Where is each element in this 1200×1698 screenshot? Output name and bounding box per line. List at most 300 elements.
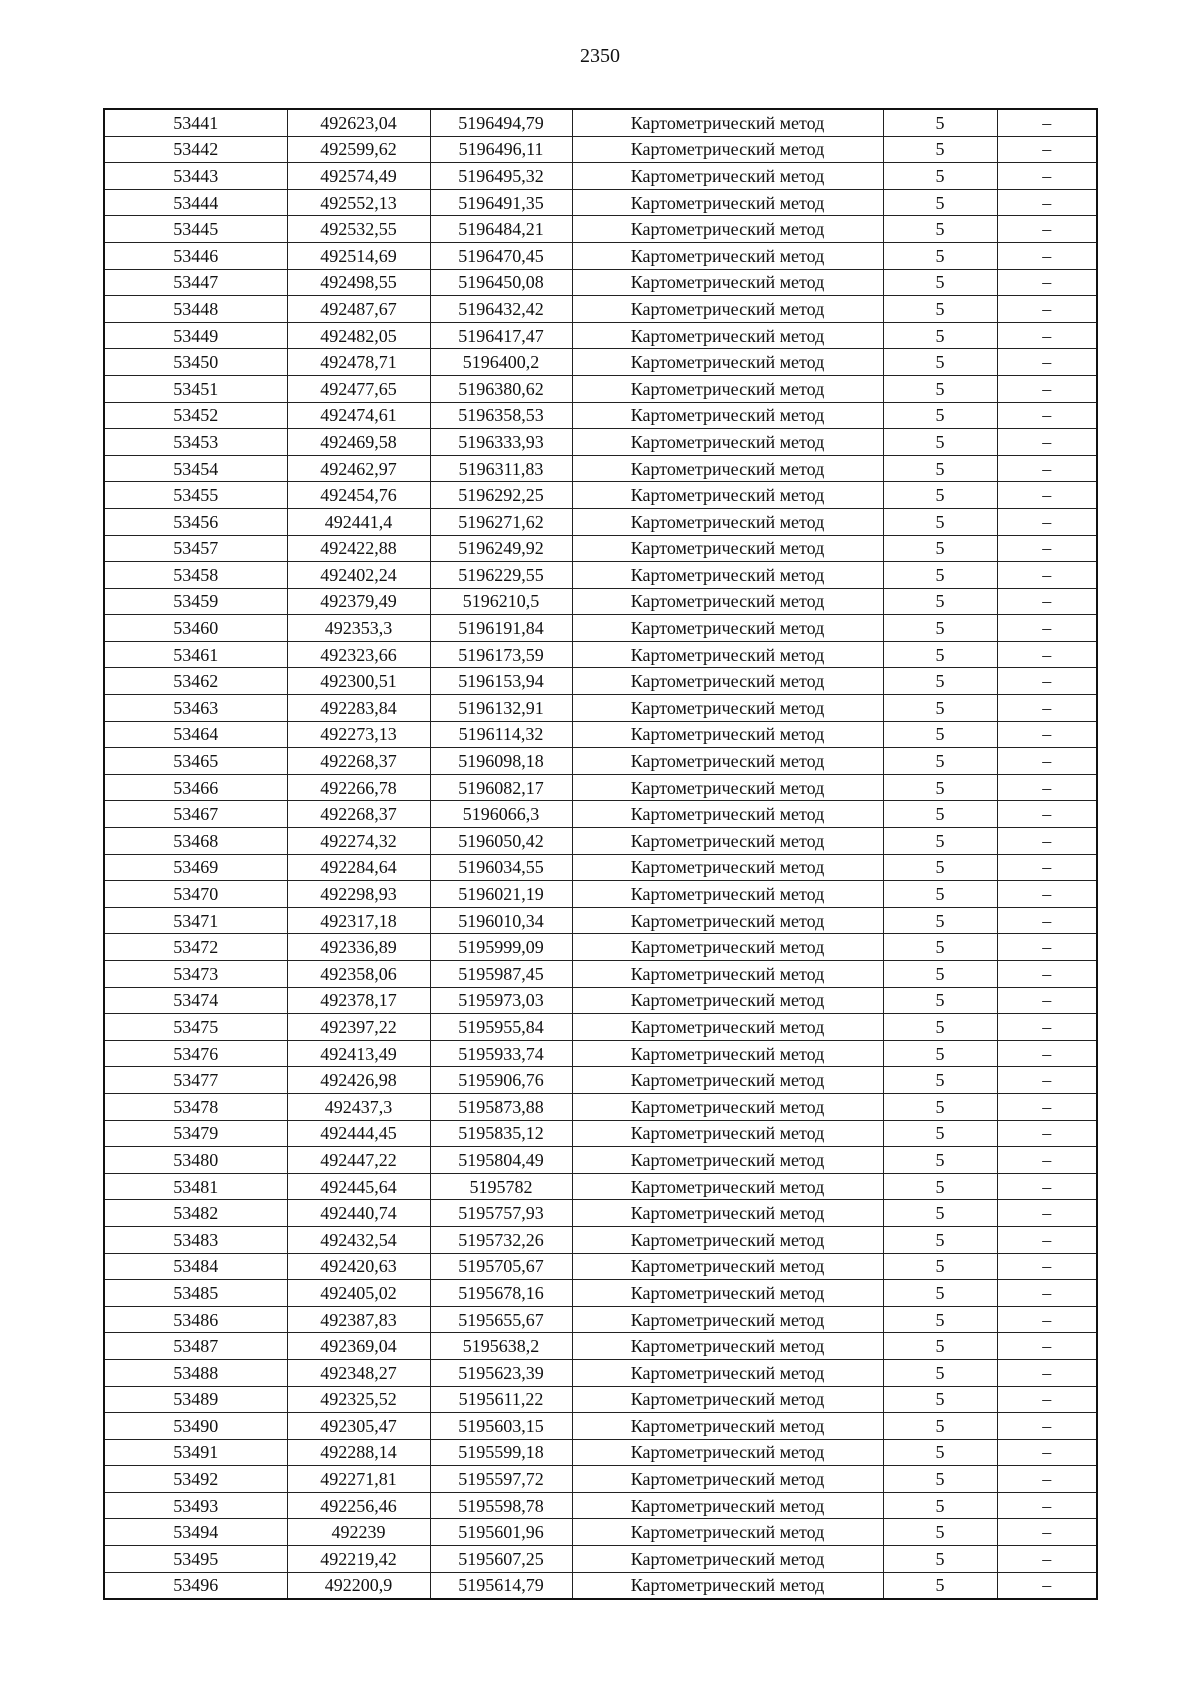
accuracy-cell: 5 bbox=[883, 136, 997, 163]
y-coordinate-cell: 5196173,59 bbox=[430, 641, 572, 668]
accuracy-cell: 5 bbox=[883, 695, 997, 722]
y-coordinate-cell: 5196292,25 bbox=[430, 482, 572, 509]
table-row bbox=[104, 402, 1097, 429]
method-cell: Картометрический метод bbox=[572, 1386, 883, 1413]
point-number-cell: 53441 bbox=[104, 109, 287, 136]
method-cell: Картометрический метод bbox=[572, 482, 883, 509]
point-number-cell: 53463 bbox=[104, 695, 287, 722]
y-coordinate-cell: 5196450,08 bbox=[430, 269, 572, 296]
x-coordinate-cell: 492325,52 bbox=[287, 1386, 430, 1413]
method-cell: Картометрический метод bbox=[572, 1306, 883, 1333]
y-coordinate-cell: 5196400,2 bbox=[430, 349, 572, 376]
table-row bbox=[104, 296, 1097, 323]
dash-cell: – bbox=[997, 429, 1097, 456]
method-cell: Картометрический метод bbox=[572, 296, 883, 323]
point-number-cell: 53466 bbox=[104, 774, 287, 801]
dash-cell: – bbox=[997, 508, 1097, 535]
dash-cell: – bbox=[997, 1120, 1097, 1147]
point-number-cell: 53469 bbox=[104, 854, 287, 881]
point-number-cell: 53450 bbox=[104, 349, 287, 376]
dash-cell: – bbox=[997, 349, 1097, 376]
method-cell: Картометрический метод bbox=[572, 322, 883, 349]
point-number-cell: 53462 bbox=[104, 668, 287, 695]
x-coordinate-cell: 492348,27 bbox=[287, 1359, 430, 1386]
method-cell: Картометрический метод bbox=[572, 163, 883, 190]
y-coordinate-cell: 5195611,22 bbox=[430, 1386, 572, 1413]
point-number-cell: 53442 bbox=[104, 136, 287, 163]
x-coordinate-cell: 492358,06 bbox=[287, 961, 430, 988]
dash-cell: – bbox=[997, 907, 1097, 934]
y-coordinate-cell: 5195782 bbox=[430, 1173, 572, 1200]
y-coordinate-cell: 5195598,78 bbox=[430, 1492, 572, 1519]
method-cell: Картометрический метод bbox=[572, 1253, 883, 1280]
method-cell: Картометрический метод bbox=[572, 961, 883, 988]
point-number-cell: 53459 bbox=[104, 588, 287, 615]
x-coordinate-cell: 492219,42 bbox=[287, 1546, 430, 1573]
y-coordinate-cell: 5196191,84 bbox=[430, 615, 572, 642]
y-coordinate-cell: 5196484,21 bbox=[430, 216, 572, 243]
dash-cell: – bbox=[997, 402, 1097, 429]
y-coordinate-cell: 5195835,12 bbox=[430, 1120, 572, 1147]
y-coordinate-cell: 5195601,96 bbox=[430, 1519, 572, 1546]
point-number-cell: 53448 bbox=[104, 296, 287, 323]
accuracy-cell: 5 bbox=[883, 482, 997, 509]
method-cell: Картометрический метод bbox=[572, 508, 883, 535]
point-number-cell: 53478 bbox=[104, 1093, 287, 1120]
method-cell: Картометрический метод bbox=[572, 695, 883, 722]
y-coordinate-cell: 5195603,15 bbox=[430, 1413, 572, 1440]
table-row bbox=[104, 242, 1097, 269]
y-coordinate-cell: 5195599,18 bbox=[430, 1439, 572, 1466]
table-row bbox=[104, 1572, 1097, 1599]
dash-cell: – bbox=[997, 1093, 1097, 1120]
x-coordinate-cell: 492397,22 bbox=[287, 1014, 430, 1041]
table-row bbox=[104, 1413, 1097, 1440]
table-row bbox=[104, 429, 1097, 456]
dash-cell: – bbox=[997, 1173, 1097, 1200]
method-cell: Картометрический метод bbox=[572, 1067, 883, 1094]
accuracy-cell: 5 bbox=[883, 1466, 997, 1493]
point-number-cell: 53455 bbox=[104, 482, 287, 509]
dash-cell: – bbox=[997, 1253, 1097, 1280]
table-row bbox=[104, 588, 1097, 615]
method-cell: Картометрический метод bbox=[572, 429, 883, 456]
method-cell: Картометрический метод bbox=[572, 402, 883, 429]
dash-cell: – bbox=[997, 242, 1097, 269]
point-number-cell: 53471 bbox=[104, 907, 287, 934]
dash-cell: – bbox=[997, 1519, 1097, 1546]
point-number-cell: 53453 bbox=[104, 429, 287, 456]
dash-cell: – bbox=[997, 1200, 1097, 1227]
point-number-cell: 53444 bbox=[104, 189, 287, 216]
accuracy-cell: 5 bbox=[883, 934, 997, 961]
accuracy-cell: 5 bbox=[883, 854, 997, 881]
method-cell: Картометрический метод bbox=[572, 774, 883, 801]
accuracy-cell: 5 bbox=[883, 1253, 997, 1280]
method-cell: Картометрический метод bbox=[572, 269, 883, 296]
y-coordinate-cell: 5196491,35 bbox=[430, 189, 572, 216]
accuracy-cell: 5 bbox=[883, 296, 997, 323]
table-row bbox=[104, 828, 1097, 855]
x-coordinate-cell: 492437,3 bbox=[287, 1093, 430, 1120]
accuracy-cell: 5 bbox=[883, 748, 997, 775]
accuracy-cell: 5 bbox=[883, 1413, 997, 1440]
y-coordinate-cell: 5196417,47 bbox=[430, 322, 572, 349]
point-number-cell: 53451 bbox=[104, 375, 287, 402]
dash-cell: – bbox=[997, 1067, 1097, 1094]
dash-cell: – bbox=[997, 1546, 1097, 1573]
dash-cell: – bbox=[997, 961, 1097, 988]
x-coordinate-cell: 492300,51 bbox=[287, 668, 430, 695]
dash-cell: – bbox=[997, 828, 1097, 855]
x-coordinate-cell: 492482,05 bbox=[287, 322, 430, 349]
point-number-cell: 53479 bbox=[104, 1120, 287, 1147]
accuracy-cell: 5 bbox=[883, 455, 997, 482]
dash-cell: – bbox=[997, 109, 1097, 136]
x-coordinate-cell: 492353,3 bbox=[287, 615, 430, 642]
x-coordinate-cell: 492532,55 bbox=[287, 216, 430, 243]
dash-cell: – bbox=[997, 1280, 1097, 1307]
y-coordinate-cell: 5195614,79 bbox=[430, 1572, 572, 1599]
method-cell: Картометрический метод bbox=[572, 1200, 883, 1227]
x-coordinate-cell: 492387,83 bbox=[287, 1306, 430, 1333]
accuracy-cell: 5 bbox=[883, 242, 997, 269]
point-number-cell: 53460 bbox=[104, 615, 287, 642]
dash-cell: – bbox=[997, 1439, 1097, 1466]
coordinates-table-body bbox=[104, 109, 1097, 1599]
table-row bbox=[104, 881, 1097, 908]
dash-cell: – bbox=[997, 748, 1097, 775]
accuracy-cell: 5 bbox=[883, 1492, 997, 1519]
x-coordinate-cell: 492268,37 bbox=[287, 801, 430, 828]
dash-cell: – bbox=[997, 668, 1097, 695]
table-row bbox=[104, 641, 1097, 668]
table-row bbox=[104, 1546, 1097, 1573]
y-coordinate-cell: 5196210,5 bbox=[430, 588, 572, 615]
x-coordinate-cell: 492426,98 bbox=[287, 1067, 430, 1094]
y-coordinate-cell: 5196021,19 bbox=[430, 881, 572, 908]
point-number-cell: 53475 bbox=[104, 1014, 287, 1041]
table-row bbox=[104, 562, 1097, 589]
dash-cell: – bbox=[997, 1040, 1097, 1067]
dash-cell: – bbox=[997, 1147, 1097, 1174]
y-coordinate-cell: 5196494,79 bbox=[430, 109, 572, 136]
x-coordinate-cell: 492413,49 bbox=[287, 1040, 430, 1067]
table-row bbox=[104, 269, 1097, 296]
method-cell: Картометрический метод bbox=[572, 1040, 883, 1067]
x-coordinate-cell: 492487,67 bbox=[287, 296, 430, 323]
x-coordinate-cell: 492441,4 bbox=[287, 508, 430, 535]
point-number-cell: 53493 bbox=[104, 1492, 287, 1519]
y-coordinate-cell: 5196082,17 bbox=[430, 774, 572, 801]
accuracy-cell: 5 bbox=[883, 1040, 997, 1067]
table-row bbox=[104, 1333, 1097, 1360]
x-coordinate-cell: 492266,78 bbox=[287, 774, 430, 801]
dash-cell: – bbox=[997, 1386, 1097, 1413]
method-cell: Картометрический метод bbox=[572, 562, 883, 589]
method-cell: Картометрический метод bbox=[572, 349, 883, 376]
table-row bbox=[104, 136, 1097, 163]
point-number-cell: 53473 bbox=[104, 961, 287, 988]
y-coordinate-cell: 5196010,34 bbox=[430, 907, 572, 934]
dash-cell: – bbox=[997, 296, 1097, 323]
x-coordinate-cell: 492298,93 bbox=[287, 881, 430, 908]
method-cell: Картометрический метод bbox=[572, 1014, 883, 1041]
y-coordinate-cell: 5196153,94 bbox=[430, 668, 572, 695]
accuracy-cell: 5 bbox=[883, 402, 997, 429]
method-cell: Картометрический метод bbox=[572, 668, 883, 695]
point-number-cell: 53481 bbox=[104, 1173, 287, 1200]
table-row bbox=[104, 1226, 1097, 1253]
accuracy-cell: 5 bbox=[883, 109, 997, 136]
table-row bbox=[104, 216, 1097, 243]
y-coordinate-cell: 5195638,2 bbox=[430, 1333, 572, 1360]
x-coordinate-cell: 492284,64 bbox=[287, 854, 430, 881]
table-row bbox=[104, 1093, 1097, 1120]
method-cell: Картометрический метод bbox=[572, 1492, 883, 1519]
x-coordinate-cell: 492474,61 bbox=[287, 402, 430, 429]
table-row bbox=[104, 854, 1097, 881]
y-coordinate-cell: 5195597,72 bbox=[430, 1466, 572, 1493]
x-coordinate-cell: 492420,63 bbox=[287, 1253, 430, 1280]
y-coordinate-cell: 5195678,16 bbox=[430, 1280, 572, 1307]
table-row bbox=[104, 1280, 1097, 1307]
accuracy-cell: 5 bbox=[883, 535, 997, 562]
y-coordinate-cell: 5195987,45 bbox=[430, 961, 572, 988]
x-coordinate-cell: 492440,74 bbox=[287, 1200, 430, 1227]
dash-cell: – bbox=[997, 1466, 1097, 1493]
dash-cell: – bbox=[997, 774, 1097, 801]
table-row bbox=[104, 1067, 1097, 1094]
page-number: 2350 bbox=[580, 45, 620, 67]
method-cell: Картометрический метод bbox=[572, 242, 883, 269]
method-cell: Картометрический метод bbox=[572, 748, 883, 775]
y-coordinate-cell: 5195955,84 bbox=[430, 1014, 572, 1041]
dash-cell: – bbox=[997, 695, 1097, 722]
table-row bbox=[104, 748, 1097, 775]
y-coordinate-cell: 5195623,39 bbox=[430, 1359, 572, 1386]
dash-cell: – bbox=[997, 535, 1097, 562]
table-row bbox=[104, 1253, 1097, 1280]
method-cell: Картометрический метод bbox=[572, 641, 883, 668]
y-coordinate-cell: 5195804,49 bbox=[430, 1147, 572, 1174]
accuracy-cell: 5 bbox=[883, 881, 997, 908]
method-cell: Картометрический метод bbox=[572, 934, 883, 961]
dash-cell: – bbox=[997, 641, 1097, 668]
table-row bbox=[104, 482, 1097, 509]
accuracy-cell: 5 bbox=[883, 1386, 997, 1413]
x-coordinate-cell: 492445,64 bbox=[287, 1173, 430, 1200]
y-coordinate-cell: 5196495,32 bbox=[430, 163, 572, 190]
method-cell: Картометрический метод bbox=[572, 801, 883, 828]
method-cell: Картометрический метод bbox=[572, 1147, 883, 1174]
accuracy-cell: 5 bbox=[883, 1280, 997, 1307]
x-coordinate-cell: 492305,47 bbox=[287, 1413, 430, 1440]
table-row bbox=[104, 189, 1097, 216]
method-cell: Картометрический метод bbox=[572, 987, 883, 1014]
point-number-cell: 53458 bbox=[104, 562, 287, 589]
dash-cell: – bbox=[997, 615, 1097, 642]
x-coordinate-cell: 492239 bbox=[287, 1519, 430, 1546]
accuracy-cell: 5 bbox=[883, 1572, 997, 1599]
y-coordinate-cell: 5195757,93 bbox=[430, 1200, 572, 1227]
accuracy-cell: 5 bbox=[883, 562, 997, 589]
table-row bbox=[104, 1359, 1097, 1386]
point-number-cell: 53445 bbox=[104, 216, 287, 243]
dash-cell: – bbox=[997, 1014, 1097, 1041]
y-coordinate-cell: 5196066,3 bbox=[430, 801, 572, 828]
accuracy-cell: 5 bbox=[883, 1439, 997, 1466]
x-coordinate-cell: 492623,04 bbox=[287, 109, 430, 136]
point-number-cell: 53467 bbox=[104, 801, 287, 828]
method-cell: Картометрический метод bbox=[572, 828, 883, 855]
accuracy-cell: 5 bbox=[883, 429, 997, 456]
method-cell: Картометрический метод bbox=[572, 109, 883, 136]
table-row bbox=[104, 535, 1097, 562]
method-cell: Картометрический метод bbox=[572, 1519, 883, 1546]
method-cell: Картометрический метод bbox=[572, 1226, 883, 1253]
y-coordinate-cell: 5195655,67 bbox=[430, 1306, 572, 1333]
table-row bbox=[104, 668, 1097, 695]
table-row bbox=[104, 801, 1097, 828]
x-coordinate-cell: 492336,89 bbox=[287, 934, 430, 961]
point-number-cell: 53461 bbox=[104, 641, 287, 668]
x-coordinate-cell: 492200,9 bbox=[287, 1572, 430, 1599]
x-coordinate-cell: 492478,71 bbox=[287, 349, 430, 376]
x-coordinate-cell: 492444,45 bbox=[287, 1120, 430, 1147]
point-number-cell: 53465 bbox=[104, 748, 287, 775]
point-number-cell: 53491 bbox=[104, 1439, 287, 1466]
y-coordinate-cell: 5196098,18 bbox=[430, 748, 572, 775]
point-number-cell: 53490 bbox=[104, 1413, 287, 1440]
accuracy-cell: 5 bbox=[883, 1306, 997, 1333]
accuracy-cell: 5 bbox=[883, 987, 997, 1014]
table-row bbox=[104, 695, 1097, 722]
accuracy-cell: 5 bbox=[883, 1093, 997, 1120]
accuracy-cell: 5 bbox=[883, 508, 997, 535]
dash-cell: – bbox=[997, 562, 1097, 589]
table-row bbox=[104, 1200, 1097, 1227]
dash-cell: – bbox=[997, 1226, 1097, 1253]
method-cell: Картометрический метод bbox=[572, 136, 883, 163]
table-row bbox=[104, 1014, 1097, 1041]
point-number-cell: 53477 bbox=[104, 1067, 287, 1094]
x-coordinate-cell: 492283,84 bbox=[287, 695, 430, 722]
dash-cell: – bbox=[997, 1333, 1097, 1360]
x-coordinate-cell: 492514,69 bbox=[287, 242, 430, 269]
point-number-cell: 53483 bbox=[104, 1226, 287, 1253]
y-coordinate-cell: 5196358,53 bbox=[430, 402, 572, 429]
accuracy-cell: 5 bbox=[883, 349, 997, 376]
accuracy-cell: 5 bbox=[883, 1120, 997, 1147]
table-row bbox=[104, 934, 1097, 961]
y-coordinate-cell: 5196311,83 bbox=[430, 455, 572, 482]
dash-cell: – bbox=[997, 588, 1097, 615]
x-coordinate-cell: 492574,49 bbox=[287, 163, 430, 190]
dash-cell: – bbox=[997, 1359, 1097, 1386]
method-cell: Картометрический метод bbox=[572, 721, 883, 748]
x-coordinate-cell: 492477,65 bbox=[287, 375, 430, 402]
dash-cell: – bbox=[997, 322, 1097, 349]
x-coordinate-cell: 492469,58 bbox=[287, 429, 430, 456]
method-cell: Картометрический метод bbox=[572, 216, 883, 243]
x-coordinate-cell: 492552,13 bbox=[287, 189, 430, 216]
dash-cell: – bbox=[997, 482, 1097, 509]
table-row bbox=[104, 1439, 1097, 1466]
y-coordinate-cell: 5196034,55 bbox=[430, 854, 572, 881]
dash-cell: – bbox=[997, 136, 1097, 163]
method-cell: Картометрический метод bbox=[572, 854, 883, 881]
accuracy-cell: 5 bbox=[883, 163, 997, 190]
point-number-cell: 53474 bbox=[104, 987, 287, 1014]
x-coordinate-cell: 492273,13 bbox=[287, 721, 430, 748]
dash-cell: – bbox=[997, 1492, 1097, 1519]
method-cell: Картометрический метод bbox=[572, 881, 883, 908]
accuracy-cell: 5 bbox=[883, 1546, 997, 1573]
x-coordinate-cell: 492317,18 bbox=[287, 907, 430, 934]
accuracy-cell: 5 bbox=[883, 322, 997, 349]
point-number-cell: 53447 bbox=[104, 269, 287, 296]
point-number-cell: 53443 bbox=[104, 163, 287, 190]
y-coordinate-cell: 5196050,42 bbox=[430, 828, 572, 855]
accuracy-cell: 5 bbox=[883, 1333, 997, 1360]
accuracy-cell: 5 bbox=[883, 721, 997, 748]
method-cell: Картометрический метод bbox=[572, 189, 883, 216]
x-coordinate-cell: 492369,04 bbox=[287, 1333, 430, 1360]
y-coordinate-cell: 5196271,62 bbox=[430, 508, 572, 535]
x-coordinate-cell: 492447,22 bbox=[287, 1147, 430, 1174]
point-number-cell: 53457 bbox=[104, 535, 287, 562]
method-cell: Картометрический метод bbox=[572, 1546, 883, 1573]
accuracy-cell: 5 bbox=[883, 641, 997, 668]
point-number-cell: 53486 bbox=[104, 1306, 287, 1333]
y-coordinate-cell: 5196470,45 bbox=[430, 242, 572, 269]
point-number-cell: 53496 bbox=[104, 1572, 287, 1599]
table-row bbox=[104, 1386, 1097, 1413]
point-number-cell: 53487 bbox=[104, 1333, 287, 1360]
method-cell: Картометрический метод bbox=[572, 1572, 883, 1599]
x-coordinate-cell: 492379,49 bbox=[287, 588, 430, 615]
x-coordinate-cell: 492462,97 bbox=[287, 455, 430, 482]
point-number-cell: 53480 bbox=[104, 1147, 287, 1174]
method-cell: Картометрический метод bbox=[572, 1439, 883, 1466]
table-row bbox=[104, 1147, 1097, 1174]
method-cell: Картометрический метод bbox=[572, 907, 883, 934]
method-cell: Картометрический метод bbox=[572, 375, 883, 402]
y-coordinate-cell: 5195999,09 bbox=[430, 934, 572, 961]
dash-cell: – bbox=[997, 1306, 1097, 1333]
y-coordinate-cell: 5195607,25 bbox=[430, 1546, 572, 1573]
table-row bbox=[104, 1173, 1097, 1200]
accuracy-cell: 5 bbox=[883, 668, 997, 695]
point-number-cell: 53446 bbox=[104, 242, 287, 269]
table-row bbox=[104, 109, 1097, 136]
accuracy-cell: 5 bbox=[883, 216, 997, 243]
dash-cell: – bbox=[997, 987, 1097, 1014]
point-number-cell: 53492 bbox=[104, 1466, 287, 1493]
table-row bbox=[104, 1519, 1097, 1546]
table-row bbox=[104, 508, 1097, 535]
dash-cell: – bbox=[997, 375, 1097, 402]
method-cell: Картометрический метод bbox=[572, 455, 883, 482]
x-coordinate-cell: 492288,14 bbox=[287, 1439, 430, 1466]
method-cell: Картометрический метод bbox=[572, 1173, 883, 1200]
y-coordinate-cell: 5195873,88 bbox=[430, 1093, 572, 1120]
accuracy-cell: 5 bbox=[883, 1147, 997, 1174]
dash-cell: – bbox=[997, 801, 1097, 828]
y-coordinate-cell: 5195705,67 bbox=[430, 1253, 572, 1280]
point-number-cell: 53484 bbox=[104, 1253, 287, 1280]
